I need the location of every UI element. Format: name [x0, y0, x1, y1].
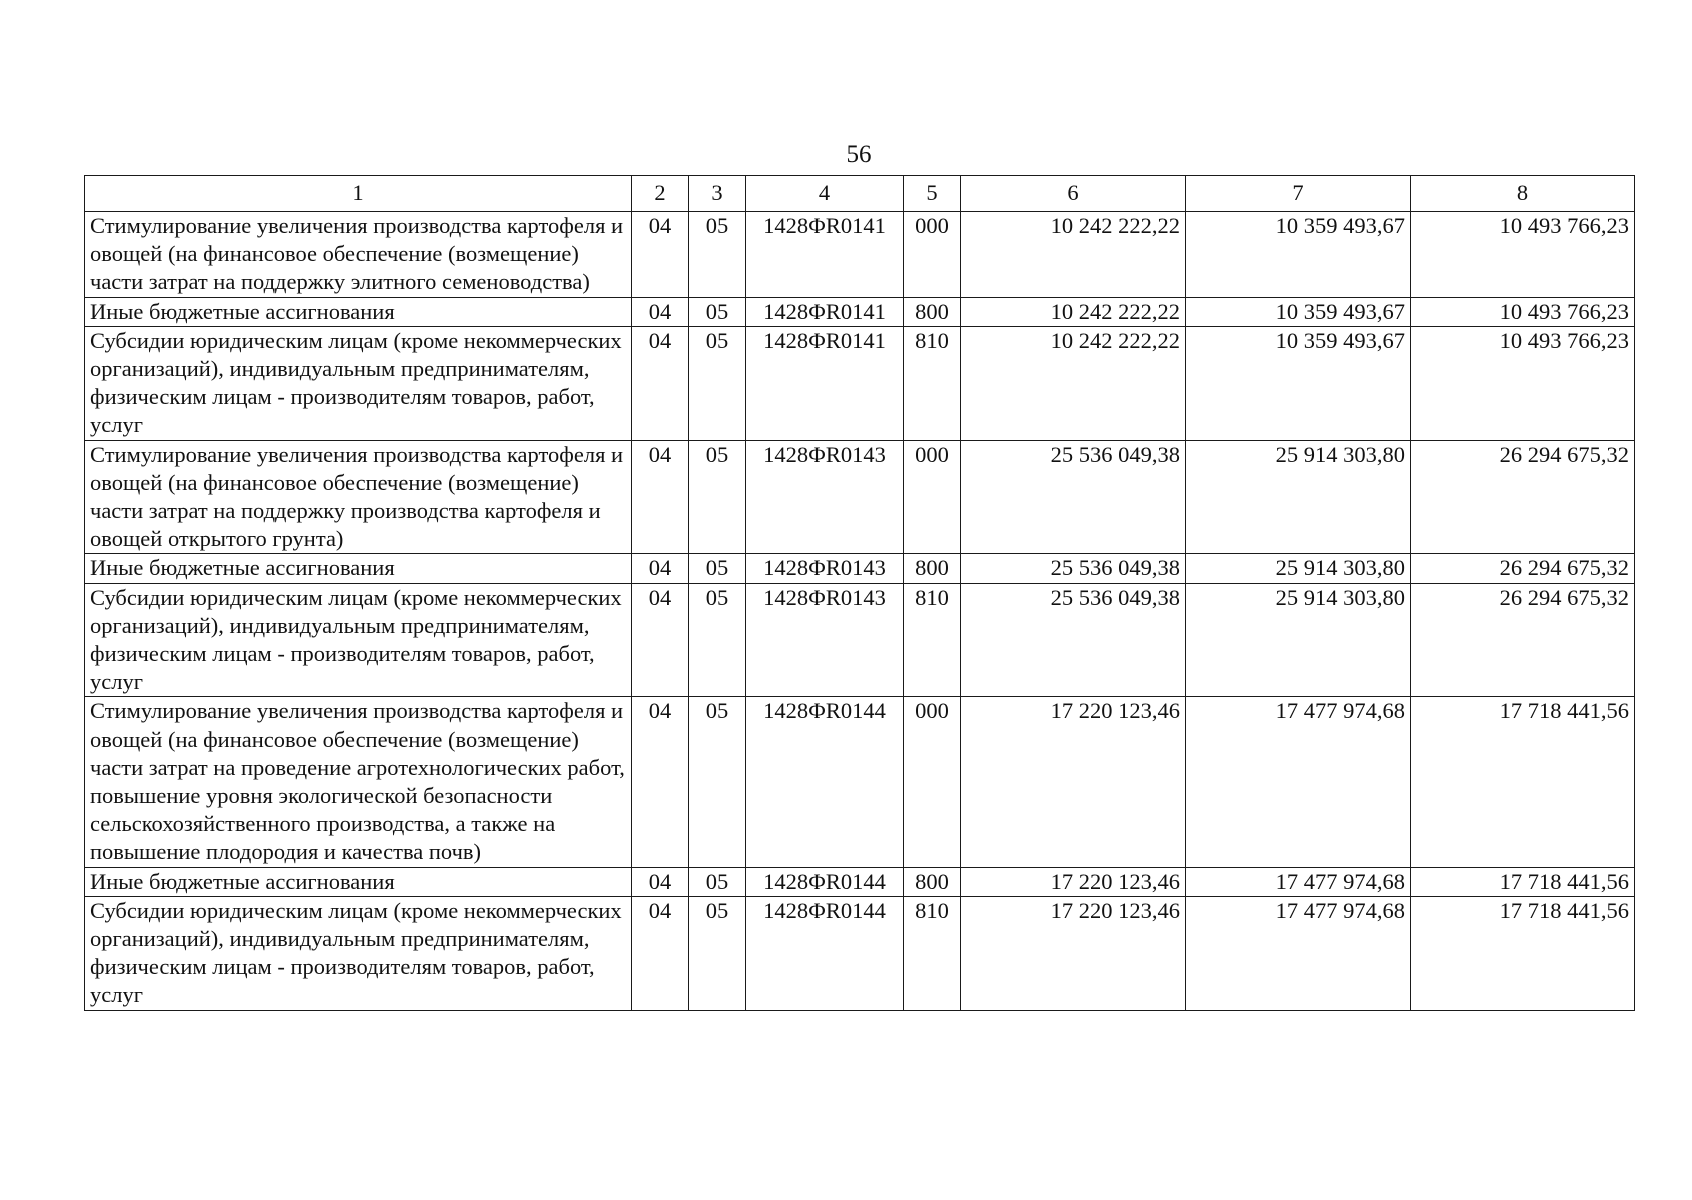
row-description: Иные бюджетные ассигнования [85, 867, 632, 896]
amount-col-8: 26 294 675,32 [1411, 583, 1635, 697]
section-code: 04 [632, 583, 689, 697]
header-col-3: 3 [689, 176, 746, 212]
subsection-code: 05 [689, 297, 746, 326]
header-col-1: 1 [85, 176, 632, 212]
amount-col-8: 17 718 441,56 [1411, 697, 1635, 867]
section-code: 04 [632, 212, 689, 298]
header-col-2: 2 [632, 176, 689, 212]
amount-col-7: 17 477 974,68 [1186, 697, 1411, 867]
amount-col-7: 25 914 303,80 [1186, 583, 1411, 697]
target-article-code: 1428ФR0141 [746, 326, 904, 440]
table-row [85, 697, 1635, 867]
target-article-code: 1428ФR0143 [746, 554, 904, 583]
target-article-code: 1428ФR0143 [746, 583, 904, 697]
header-row [85, 176, 1635, 212]
section-code: 04 [632, 896, 689, 1010]
expense-type-code: 000 [904, 440, 961, 554]
row-description: Субсидии юридическим лицам (кроме некоммерческих организаций), индивидуальным предпринимателям, физическим лицам - производителям товаров, работ, услуг [85, 326, 632, 440]
amount-col-8: 17 718 441,56 [1411, 896, 1635, 1010]
amount-col-7: 17 477 974,68 [1186, 896, 1411, 1010]
table-row [85, 440, 1635, 554]
subsection-code: 05 [689, 554, 746, 583]
table-row [85, 896, 1635, 1010]
subsection-code: 05 [689, 896, 746, 1010]
row-description: Иные бюджетные ассигнования [85, 554, 632, 583]
section-code: 04 [632, 697, 689, 867]
target-article-code: 1428ФR0141 [746, 212, 904, 298]
row-description: Субсидии юридическим лицам (кроме некоммерческих организаций), индивидуальным предпринимателям, физическим лицам - производителям товаров, работ, услуг [85, 583, 632, 697]
expense-type-code: 810 [904, 326, 961, 440]
section-code: 04 [632, 440, 689, 554]
expense-type-code: 810 [904, 583, 961, 697]
header-col-7: 7 [1186, 176, 1411, 212]
amount-col-7: 10 359 493,67 [1186, 212, 1411, 298]
table-row [85, 297, 1635, 326]
subsection-code: 05 [689, 212, 746, 298]
expense-type-code: 800 [904, 297, 961, 326]
target-article-code: 1428ФR0144 [746, 867, 904, 896]
page-number: 56 [846, 141, 872, 168]
amount-col-8: 10 493 766,23 [1411, 212, 1635, 298]
amount-col-6: 17 220 123,46 [961, 867, 1186, 896]
expense-type-code: 000 [904, 212, 961, 298]
amount-col-6: 25 536 049,38 [961, 583, 1186, 697]
amount-col-6: 25 536 049,38 [961, 440, 1186, 554]
amount-col-7: 25 914 303,80 [1186, 554, 1411, 583]
header-col-8: 8 [1411, 176, 1635, 212]
row-description: Стимулирование увеличения производства картофеля и овощей (на финансовое обеспечение (возмещение) части затрат на поддержку элитного семеноводства) [85, 212, 632, 298]
section-code: 04 [632, 554, 689, 583]
expense-type-code: 800 [904, 867, 961, 896]
amount-col-7: 10 359 493,67 [1186, 326, 1411, 440]
subsection-code: 05 [689, 697, 746, 867]
amount-col-7: 25 914 303,80 [1186, 440, 1411, 554]
table-row [85, 583, 1635, 697]
expense-type-code: 810 [904, 896, 961, 1010]
target-article-code: 1428ФR0141 [746, 297, 904, 326]
row-description: Стимулирование увеличения производства картофеля и овощей (на финансовое обеспечение (возмещение) части затрат на проведение агротехнологических работ, повышение уровня экологической безопасности сельскохозяйственного производства, а также на повышение плодородия и качества почв) [85, 697, 632, 867]
table-row [85, 867, 1635, 896]
section-code: 04 [632, 326, 689, 440]
amount-col-6: 25 536 049,38 [961, 554, 1186, 583]
amount-col-6: 10 242 222,22 [961, 297, 1186, 326]
target-article-code: 1428ФR0143 [746, 440, 904, 554]
section-code: 04 [632, 867, 689, 896]
amount-col-6: 17 220 123,46 [961, 896, 1186, 1010]
expense-type-code: 000 [904, 697, 961, 867]
amount-col-8: 10 493 766,23 [1411, 297, 1635, 326]
expense-type-code: 800 [904, 554, 961, 583]
table-row [85, 326, 1635, 440]
amount-col-8: 26 294 675,32 [1411, 440, 1635, 554]
amount-col-6: 10 242 222,22 [961, 212, 1186, 298]
subsection-code: 05 [689, 867, 746, 896]
amount-col-6: 10 242 222,22 [961, 326, 1186, 440]
table-row [85, 554, 1635, 583]
row-description: Субсидии юридическим лицам (кроме некоммерческих организаций), индивидуальным предпринимателям, физическим лицам - производителям товаров, работ, услуг [85, 896, 632, 1010]
target-article-code: 1428ФR0144 [746, 896, 904, 1010]
amount-col-8: 17 718 441,56 [1411, 867, 1635, 896]
header-col-6: 6 [961, 176, 1186, 212]
section-code: 04 [632, 297, 689, 326]
header-col-5: 5 [904, 176, 961, 212]
subsection-code: 05 [689, 440, 746, 554]
target-article-code: 1428ФR0144 [746, 697, 904, 867]
row-description: Иные бюджетные ассигнования [85, 297, 632, 326]
amount-col-6: 17 220 123,46 [961, 697, 1186, 867]
row-description: Стимулирование увеличения производства картофеля и овощей (на финансовое обеспечение (возмещение) части затрат на поддержку производства картофеля и овощей открытого грунта) [85, 440, 632, 554]
subsection-code: 05 [689, 583, 746, 697]
amount-col-7: 17 477 974,68 [1186, 867, 1411, 896]
amount-col-8: 10 493 766,23 [1411, 326, 1635, 440]
table-row [85, 212, 1635, 298]
budget-table [84, 175, 1635, 1011]
amount-col-8: 26 294 675,32 [1411, 554, 1635, 583]
subsection-code: 05 [689, 326, 746, 440]
header-col-4: 4 [746, 176, 904, 212]
amount-col-7: 10 359 493,67 [1186, 297, 1411, 326]
